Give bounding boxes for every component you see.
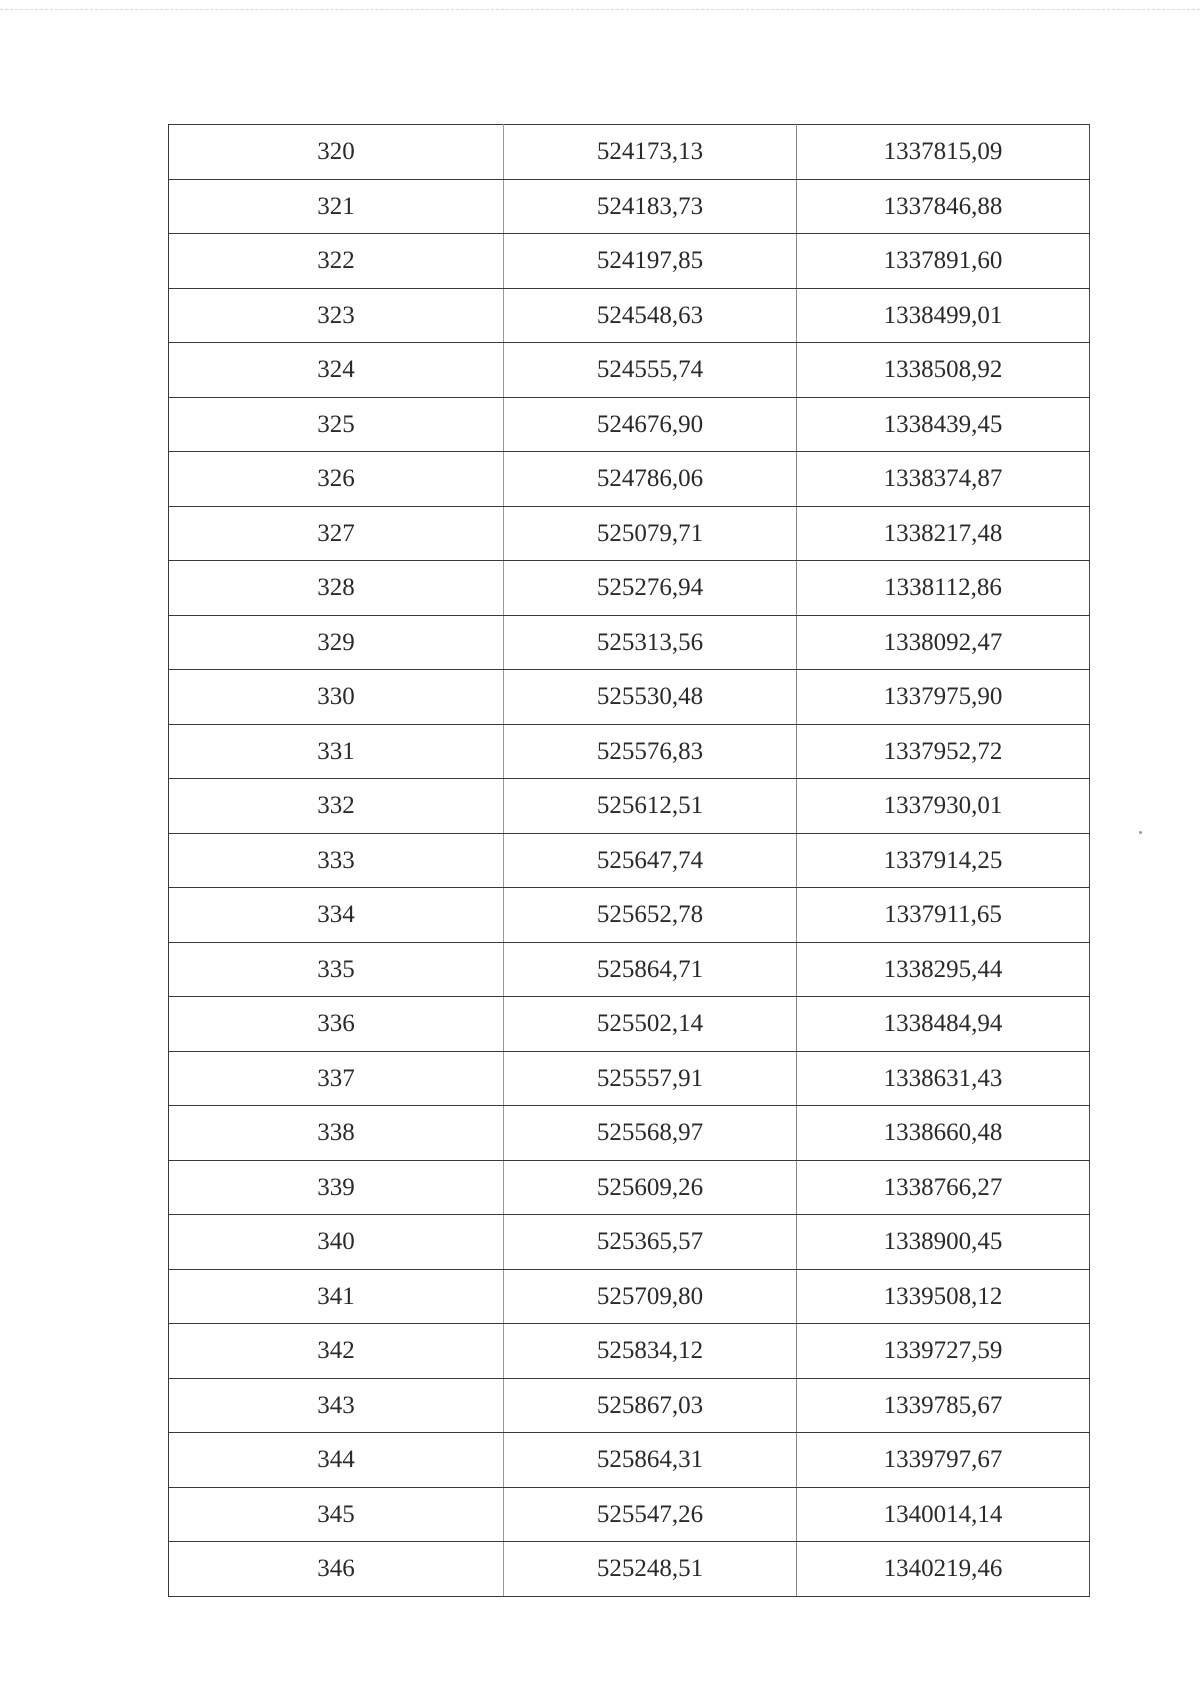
table-row bbox=[169, 179, 1090, 234]
coordinate-x-cell: 525530,48 bbox=[504, 670, 797, 725]
point-number-cell: 335 bbox=[169, 942, 504, 997]
point-number-cell: 326 bbox=[169, 452, 504, 507]
scan-edge bbox=[0, 9, 1200, 10]
point-number-cell: 346 bbox=[169, 1542, 504, 1597]
table-row bbox=[169, 234, 1090, 289]
coordinate-y-cell: 1340219,46 bbox=[797, 1542, 1090, 1597]
point-number-cell: 330 bbox=[169, 670, 504, 725]
coordinate-x-cell: 524676,90 bbox=[504, 397, 797, 452]
table-row bbox=[169, 1106, 1090, 1161]
table-row bbox=[169, 397, 1090, 452]
coordinate-x-cell: 525365,57 bbox=[504, 1215, 797, 1270]
coordinate-x-cell: 525248,51 bbox=[504, 1542, 797, 1597]
coordinate-y-cell: 1338112,86 bbox=[797, 561, 1090, 616]
table-row bbox=[169, 125, 1090, 180]
point-number-cell: 331 bbox=[169, 724, 504, 779]
table-row bbox=[169, 1215, 1090, 1270]
coordinate-x-cell: 525276,94 bbox=[504, 561, 797, 616]
point-number-cell: 344 bbox=[169, 1433, 504, 1488]
point-number-cell: 345 bbox=[169, 1487, 504, 1542]
point-number-cell: 336 bbox=[169, 997, 504, 1052]
coordinate-x-cell: 524548,63 bbox=[504, 288, 797, 343]
table-row bbox=[169, 506, 1090, 561]
table-row bbox=[169, 1378, 1090, 1433]
point-number-cell: 337 bbox=[169, 1051, 504, 1106]
table-row bbox=[169, 1324, 1090, 1379]
table-row bbox=[169, 888, 1090, 943]
point-number-cell: 324 bbox=[169, 343, 504, 398]
table-row bbox=[169, 724, 1090, 779]
table-row bbox=[169, 1051, 1090, 1106]
coordinate-y-cell: 1338631,43 bbox=[797, 1051, 1090, 1106]
coordinate-x-cell: 524197,85 bbox=[504, 234, 797, 289]
table-row bbox=[169, 1433, 1090, 1488]
coordinate-y-cell: 1340014,14 bbox=[797, 1487, 1090, 1542]
point-number-cell: 320 bbox=[169, 125, 504, 180]
coordinate-y-cell: 1337930,01 bbox=[797, 779, 1090, 834]
point-number-cell: 325 bbox=[169, 397, 504, 452]
coordinate-y-cell: 1338660,48 bbox=[797, 1106, 1090, 1161]
table-row bbox=[169, 452, 1090, 507]
coordinate-y-cell: 1338374,87 bbox=[797, 452, 1090, 507]
point-number-cell: 338 bbox=[169, 1106, 504, 1161]
point-number-cell: 332 bbox=[169, 779, 504, 834]
coordinate-x-cell: 525867,03 bbox=[504, 1378, 797, 1433]
coordinate-x-cell: 525568,97 bbox=[504, 1106, 797, 1161]
coordinate-y-cell: 1339797,67 bbox=[797, 1433, 1090, 1488]
table-row bbox=[169, 288, 1090, 343]
point-number-cell: 341 bbox=[169, 1269, 504, 1324]
coordinate-y-cell: 1338217,48 bbox=[797, 506, 1090, 561]
point-number-cell: 340 bbox=[169, 1215, 504, 1270]
coordinate-y-cell: 1339785,67 bbox=[797, 1378, 1090, 1433]
coordinate-x-cell: 524555,74 bbox=[504, 343, 797, 398]
coordinate-x-cell: 525652,78 bbox=[504, 888, 797, 943]
coordinate-x-cell: 525576,83 bbox=[504, 724, 797, 779]
coordinate-x-cell: 524183,73 bbox=[504, 179, 797, 234]
coordinate-y-cell: 1337846,88 bbox=[797, 179, 1090, 234]
coordinate-y-cell: 1338484,94 bbox=[797, 997, 1090, 1052]
coordinate-y-cell: 1337952,72 bbox=[797, 724, 1090, 779]
coordinate-x-cell: 525557,91 bbox=[504, 1051, 797, 1106]
coordinate-x-cell: 525647,74 bbox=[504, 833, 797, 888]
table-row bbox=[169, 1269, 1090, 1324]
coordinate-y-cell: 1338766,27 bbox=[797, 1160, 1090, 1215]
coordinate-x-cell: 525502,14 bbox=[504, 997, 797, 1052]
coordinate-y-cell: 1338508,92 bbox=[797, 343, 1090, 398]
coordinate-x-cell: 525547,26 bbox=[504, 1487, 797, 1542]
point-number-cell: 321 bbox=[169, 179, 504, 234]
coordinate-x-cell: 525612,51 bbox=[504, 779, 797, 834]
point-number-cell: 339 bbox=[169, 1160, 504, 1215]
coordinate-y-cell: 1338499,01 bbox=[797, 288, 1090, 343]
coordinate-y-cell: 1338900,45 bbox=[797, 1215, 1090, 1270]
table-row bbox=[169, 997, 1090, 1052]
coordinate-y-cell: 1339727,59 bbox=[797, 1324, 1090, 1379]
coordinate-y-cell: 1337911,65 bbox=[797, 888, 1090, 943]
coordinate-y-cell: 1337815,09 bbox=[797, 125, 1090, 180]
coordinate-y-cell: 1337914,25 bbox=[797, 833, 1090, 888]
coordinate-x-cell: 525864,71 bbox=[504, 942, 797, 997]
coordinate-x-cell: 525709,80 bbox=[504, 1269, 797, 1324]
point-number-cell: 333 bbox=[169, 833, 504, 888]
table-row bbox=[169, 1487, 1090, 1542]
coordinate-x-cell: 525864,31 bbox=[504, 1433, 797, 1488]
coordinate-y-cell: 1337891,60 bbox=[797, 234, 1090, 289]
point-number-cell: 327 bbox=[169, 506, 504, 561]
point-number-cell: 323 bbox=[169, 288, 504, 343]
table-row bbox=[169, 561, 1090, 616]
table-row bbox=[169, 779, 1090, 834]
table-row bbox=[169, 343, 1090, 398]
coordinate-x-cell: 525609,26 bbox=[504, 1160, 797, 1215]
table-row bbox=[169, 833, 1090, 888]
coordinate-x-cell: 525313,56 bbox=[504, 615, 797, 670]
table-row bbox=[169, 670, 1090, 725]
point-number-cell: 334 bbox=[169, 888, 504, 943]
point-number-cell: 328 bbox=[169, 561, 504, 616]
coordinates-table bbox=[168, 124, 1090, 1597]
coordinate-y-cell: 1338439,45 bbox=[797, 397, 1090, 452]
coordinate-y-cell: 1337975,90 bbox=[797, 670, 1090, 725]
point-number-cell: 342 bbox=[169, 1324, 504, 1379]
coordinate-x-cell: 524786,06 bbox=[504, 452, 797, 507]
coordinate-x-cell: 524173,13 bbox=[504, 125, 797, 180]
table-row bbox=[169, 1160, 1090, 1215]
coordinate-y-cell: 1339508,12 bbox=[797, 1269, 1090, 1324]
point-number-cell: 322 bbox=[169, 234, 504, 289]
table-row bbox=[169, 615, 1090, 670]
table-row bbox=[169, 942, 1090, 997]
coordinates-table-body bbox=[169, 125, 1090, 1597]
coordinate-y-cell: 1338295,44 bbox=[797, 942, 1090, 997]
coordinate-x-cell: 525834,12 bbox=[504, 1324, 797, 1379]
coordinate-y-cell: 1338092,47 bbox=[797, 615, 1090, 670]
coordinate-x-cell: 525079,71 bbox=[504, 506, 797, 561]
scan-speck bbox=[1139, 831, 1142, 834]
point-number-cell: 329 bbox=[169, 615, 504, 670]
table-row bbox=[169, 1542, 1090, 1597]
point-number-cell: 343 bbox=[169, 1378, 504, 1433]
